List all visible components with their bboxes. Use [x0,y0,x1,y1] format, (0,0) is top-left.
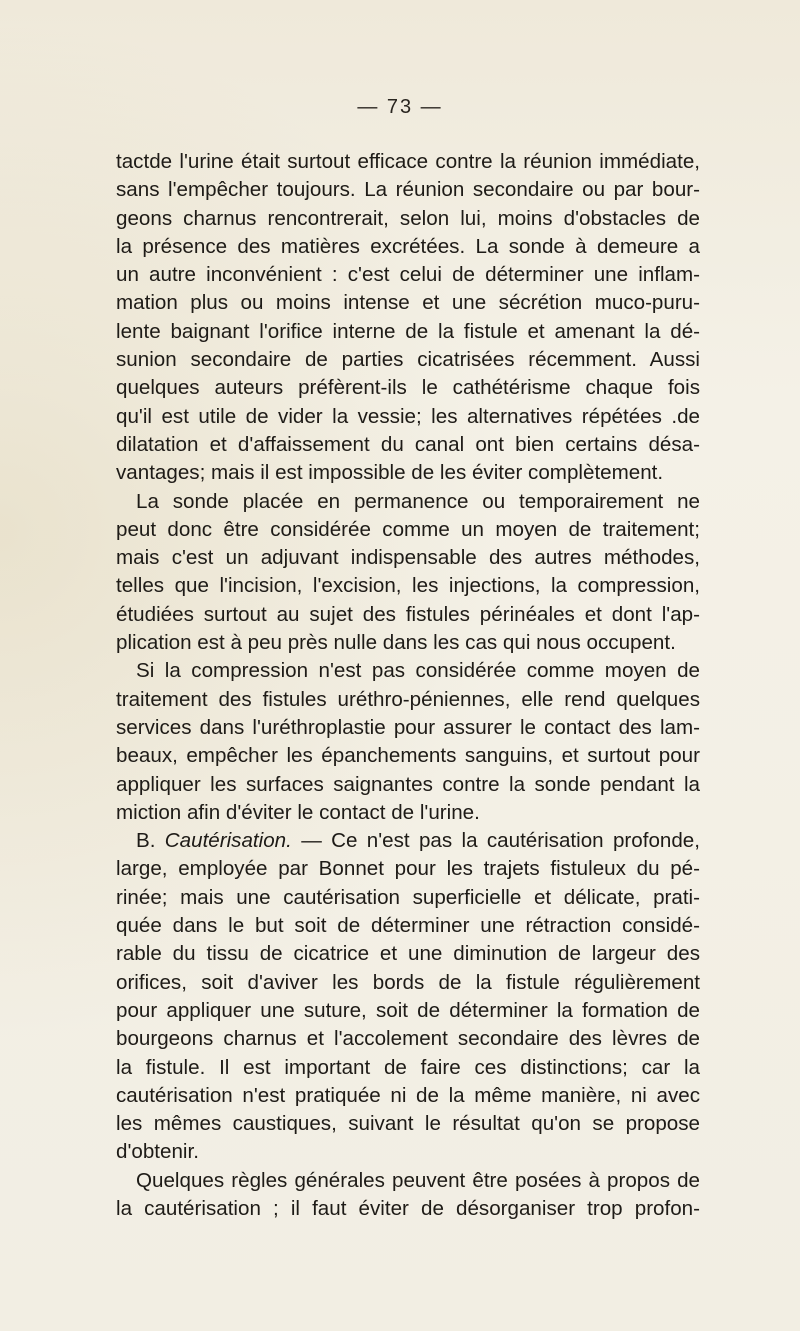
text-line: la cautérisation ; il faut éviter de désorganiser trop profon- [116,1196,700,1220]
text-line: telles que l'incision, l'excision, les injections, la compression, [116,574,700,598]
text-line: sunion secondaire de parties cicatrisées récemment. Aussi [116,348,700,372]
text-line: qu'il est utile de vider la vessie; les alternatives répétées .de [116,404,700,428]
text-line: rable du tissu de cicatrice et une diminution de largeur des [116,942,700,966]
text-line: un autre inconvénient : c'est celui de déterminer une inflam- [116,263,700,287]
text-line: cautérisation n'est pratiquée ni de la même manière, ni avec [116,1083,700,1107]
body-text [116,148,700,1223]
paragraph [116,488,700,658]
text-line: geons charnus rencontrerait, selon lui, moins d'obstacles de [116,206,700,230]
section-heading-line [116,827,700,855]
text-line: miction afin d'éviter le contact de l'urine. [116,800,480,824]
text-line: La sonde placée en permanence ou temporairement ne [136,489,700,513]
paragraph [116,657,700,827]
text-line: beaux, empêcher les épanchements sanguins, et surtout pour [116,744,700,768]
text-line: mation plus ou moins intense et une sécrétion muco-puru- [116,291,700,315]
text-line: quée dans le but soit de déterminer une rétraction considé- [116,914,700,938]
text-line: peut donc être considérée comme un moyen de traitement; [116,517,700,541]
text-line: plication est à peu près nulle dans les cas qui nous occupent. [116,631,676,655]
text-line: Si la compression n'est pas considérée comme moyen de [136,659,700,683]
text-line: services dans l'uréthroplastie pour assurer le contact des lam- [116,715,700,739]
text-line: Quelques règles générales peuvent être posées à propos de [136,1168,700,1192]
text-line: d'obtenir. [116,1140,199,1164]
text-line: appliquer les surfaces saignantes contre la sonde pendant la [116,772,700,796]
text-line: la présence des matières excrétées. La sonde à demeure a [116,234,700,258]
text-line: — Ce n'est pas la cautérisation profonde, [291,829,700,853]
section-heading: Cautérisation. [164,829,292,853]
text-line: quelques auteurs préfèrent-ils le cathétérisme chaque fois [116,376,700,400]
section-label: B. [136,829,165,853]
text-line: mais c'est un adjuvant indispensable des autres méthodes, [116,546,700,570]
text-line: large, employée par Bonnet pour les trajets fistuleux du pé- [116,857,700,881]
page-number: — 73 — [357,96,443,118]
paragraph [116,148,700,488]
paragraph [116,1167,700,1224]
text-line: traitement des fistules uréthro-péniennes, elle rend quelques [116,687,700,711]
text-line: bourgeons charnus et l'accolement secondaire des lèvres de [116,1027,700,1051]
text-line: pour appliquer une suture, soit de déterminer la formation de [116,998,700,1022]
text-line: rinée; mais une cautérisation superficielle et délicate, prati- [116,885,700,909]
text-line: sans l'empêcher toujours. La réunion secondaire ou par bour- [116,178,700,202]
text-line: vantages; mais il est impossible de les éviter complètement. [116,461,664,485]
text-line: la fistule. Il est important de faire ces distinctions; car la [116,1055,700,1079]
text-line: étudiées surtout au sujet des fistules périnéales et dont l'ap- [116,602,700,626]
text-line: lente baignant l'orifice interne de la fistule et amenant la dé- [116,319,700,343]
text-line: orifices, soit d'aviver les bords de la fistule régulièrement [116,970,700,994]
section-cauterisation [116,827,700,1167]
text-line: tactde l'urine était surtout efficace contre la réunion immédiate, [116,150,700,173]
text-line: les mêmes caustiques, suivant le résultat qu'on se propose [116,1112,700,1136]
text-line: dilatation et d'affaissement du canal ont bien certains désa- [116,432,700,456]
